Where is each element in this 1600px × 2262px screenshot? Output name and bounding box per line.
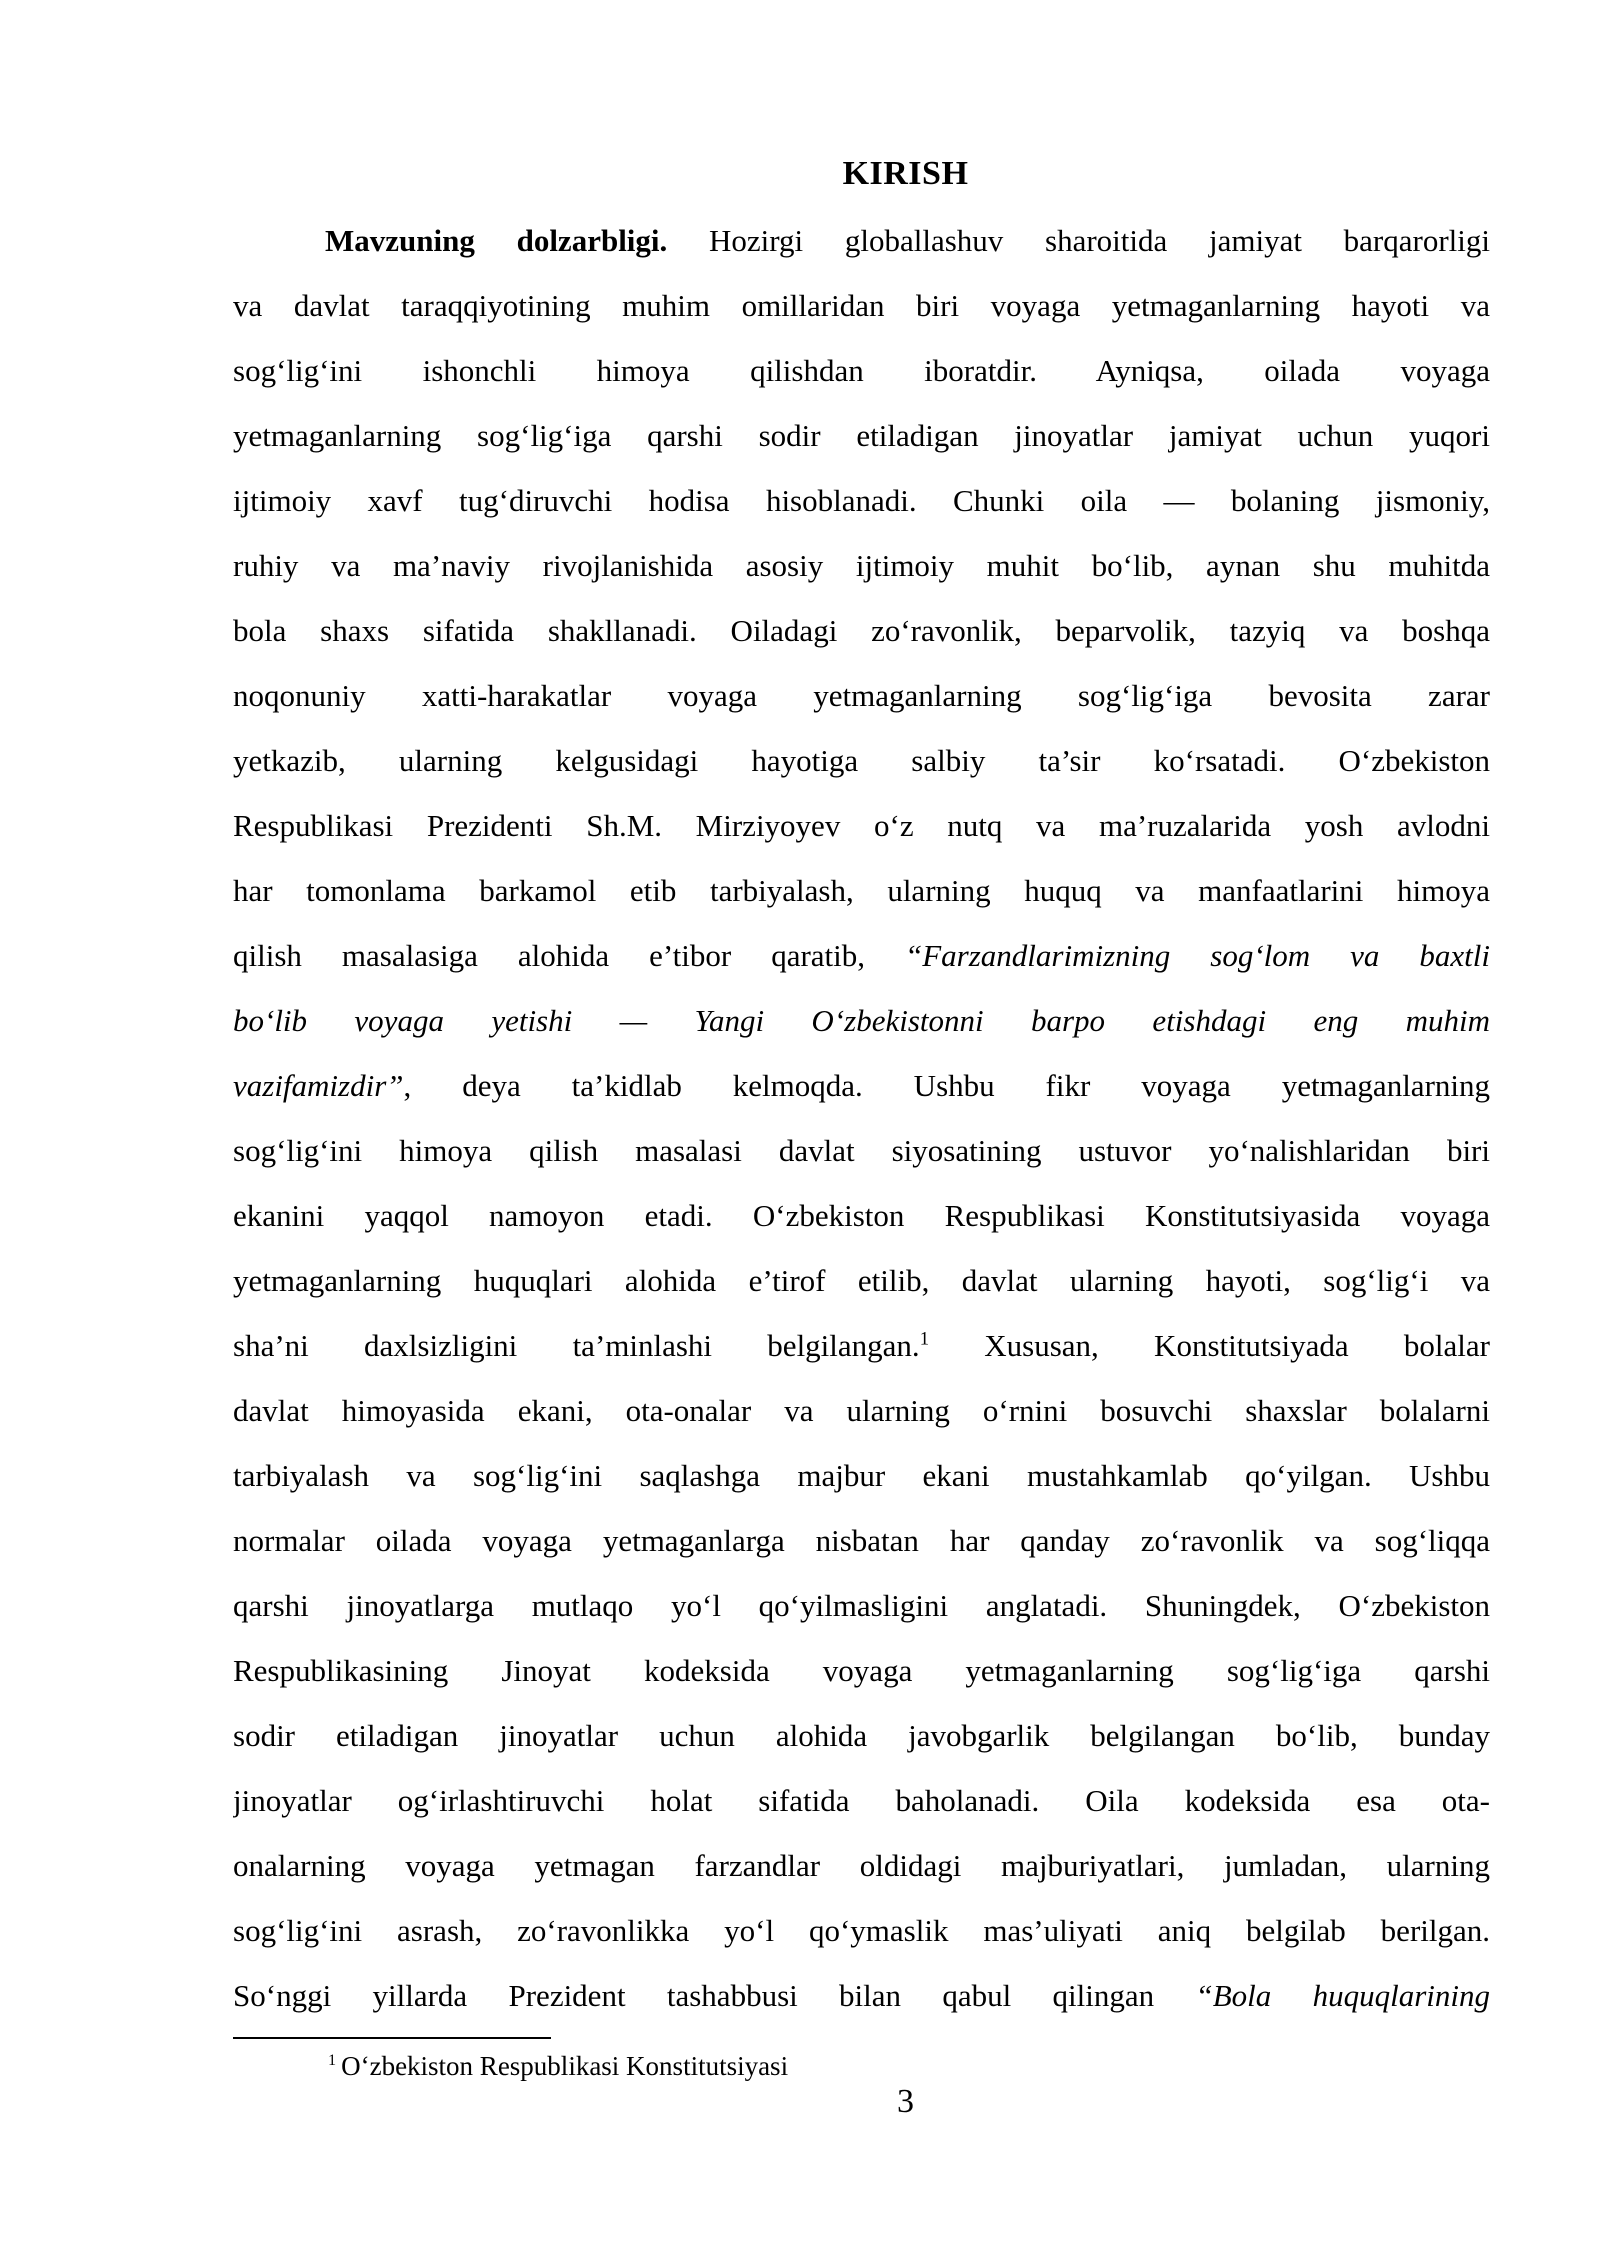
- text-line: [233, 728, 1490, 793]
- text-line: [233, 1313, 1490, 1378]
- text-run: , deya ta’kidlab kelmoqda. Ushbu fikr voyaga yetmaganlarning: [403, 1068, 1490, 1103]
- text-line: [233, 858, 1490, 923]
- text-line: [233, 1703, 1490, 1768]
- text-run: sog‘lig‘ini ishonchli himoya qilishdan iboratdir. Ayniqsa, oilada voyaga: [233, 353, 1490, 388]
- text-line: [233, 1248, 1490, 1313]
- text-run: tarbiyalash va sog‘lig‘ini saqlashga majbur ekani mustahkamlab qo‘yilgan. Ushbu: [233, 1458, 1490, 1493]
- text-line: [233, 208, 1490, 273]
- text-line: [233, 1768, 1490, 1833]
- text-run: ekanini yaqqol namoyon etadi. O‘zbekiston Respublikasi Konstitutsiyasida voyaga: [233, 1198, 1490, 1233]
- text-run: sha’ni daxlsizligini ta’minlashi belgilangan.: [233, 1328, 920, 1363]
- text-run: va davlat taraqqiyotining muhim omillaridan biri voyaga yetmaganlarning hayoti va: [233, 288, 1490, 323]
- text-line: [233, 1053, 1490, 1118]
- text-line: [233, 663, 1490, 728]
- text-run: yetmaganlarning sog‘lig‘iga qarshi sodir etiladigan jinoyatlar jamiyat uchun yuqori: [233, 418, 1490, 453]
- text-run: Mavzuning dolzarbligi.: [325, 223, 668, 258]
- footnote-text: O‘zbekiston Respublikasi Konstitutsiyasi: [341, 2051, 789, 2081]
- text-run: jinoyatlar og‘irlashtiruvchi holat sifatida baholanadi. Oila kodeksida esa ota-: [233, 1783, 1490, 1818]
- text-run: har tomonlama barkamol etib tarbiyalash, ularning huquq va manfaatlarini himoya: [233, 873, 1490, 908]
- footnote-marker: 1: [328, 2051, 337, 2069]
- text-line: [233, 988, 1490, 1053]
- text-line: [233, 793, 1490, 858]
- text-line: [233, 923, 1490, 988]
- footnote-separator: [233, 2037, 551, 2039]
- text-line: [233, 403, 1490, 468]
- body-paragraph: [233, 208, 1490, 2028]
- text-run: ijtimoiy xavf tug‘diruvchi hodisa hisoblanadi. Chunki oila — bolaning jismoniy,: [233, 483, 1490, 518]
- text-run: qilish masalasiga alohida e’tibor qaratib,: [233, 938, 905, 973]
- text-run: onalarning voyaga yetmagan farzandlar oldidagi majburiyatlari, jumladan, ularning: [233, 1848, 1490, 1883]
- text-line: [233, 338, 1490, 403]
- text-run: yetmaganlarning huquqlari alohida e’tirof etilib, davlat ularning hayoti, sog‘lig‘i va: [233, 1263, 1490, 1298]
- text-run: So‘nggi yillarda Prezident tashabbusi bilan qabul qilingan: [233, 1978, 1196, 2013]
- text-line: [233, 1508, 1490, 1573]
- text-run: noqonuniy xatti-harakatlar voyaga yetmaganlarning sog‘lig‘iga bevosita zarar: [233, 678, 1490, 713]
- text-run: Hozirgi globallashuv sharoitida jamiyat barqarorligi: [667, 223, 1490, 258]
- text-line: [233, 1833, 1490, 1898]
- text-line: [233, 1638, 1490, 1703]
- footnote-reference: 1: [919, 1328, 929, 1350]
- text-run: Respublikasining Jinoyat kodeksida voyaga yetmaganlarning sog‘lig‘iga qarshi: [233, 1653, 1490, 1688]
- text-run: ruhiy va ma’naviy rivojlanishida asosiy ijtimoiy muhit bo‘lib, aynan shu muhitda: [233, 548, 1490, 583]
- text-run: bola shaxs sifatida shakllanadi. Oiladagi zo‘ravonlik, beparvolik, tazyiq va boshqa: [233, 613, 1490, 648]
- text-line: [233, 1443, 1490, 1508]
- text-run: bo‘lib voyaga yetishi — Yangi O‘zbekistonni barpo etishdagi eng muhim: [233, 1003, 1490, 1038]
- text-line: [233, 1963, 1490, 2028]
- text-run: vazifamizdir”: [233, 1068, 404, 1103]
- text-run: Xususan, Konstitutsiyada bolalar: [928, 1328, 1490, 1363]
- text-line: [233, 1183, 1490, 1248]
- text-line: [233, 598, 1490, 663]
- text-line: [233, 1573, 1490, 1638]
- text-run: “Farzandlarimizning sog‘lom va baxtli: [905, 938, 1490, 973]
- text-run: sodir etiladigan jinoyatlar uchun alohida javobgarlik belgilangan bo‘lib, bunday: [233, 1718, 1490, 1753]
- text-run: “Bola huquqlarining: [1195, 1978, 1490, 2013]
- text-run: yetkazib, ularning kelgusidagi hayotiga salbiy ta’sir ko‘rsatadi. O‘zbekiston: [233, 743, 1490, 778]
- text-line: [233, 533, 1490, 598]
- text-line: [233, 1898, 1490, 1963]
- text-run: qarshi jinoyatlarga mutlaqo yo‘l qo‘yilmasligini anglatadi. Shuningdek, O‘zbekiston: [233, 1588, 1490, 1623]
- text-line: [233, 1118, 1490, 1183]
- text-run: sog‘lig‘ini asrash, zo‘ravonlikka yo‘l qo‘ymaslik mas’uliyati aniq belgilab berilgan.: [233, 1913, 1490, 1948]
- text-run: Respublikasi Prezidenti Sh.M. Mirziyoyev o‘z nutq va ma’ruzalarida yosh avlodni: [233, 808, 1490, 843]
- text-run: normalar oilada voyaga yetmaganlarga nisbatan har qanday zo‘ravonlik va sog‘liqqa: [233, 1523, 1490, 1558]
- text-run: sog‘lig‘ini himoya qilish masalasi davlat siyosatining ustuvor yo‘nalishlaridan biri: [233, 1133, 1490, 1168]
- footnote: [233, 2046, 1490, 2086]
- text-run: davlat himoyasida ekani, ota-onalar va ularning o‘rnini bosuvchi shaxslar bolalarni: [233, 1393, 1490, 1428]
- text-line: [233, 468, 1490, 533]
- text-line: [233, 273, 1490, 338]
- page-number: 3: [897, 2083, 914, 2120]
- text-line: [233, 1378, 1490, 1443]
- page-title: KIRISH: [842, 155, 969, 192]
